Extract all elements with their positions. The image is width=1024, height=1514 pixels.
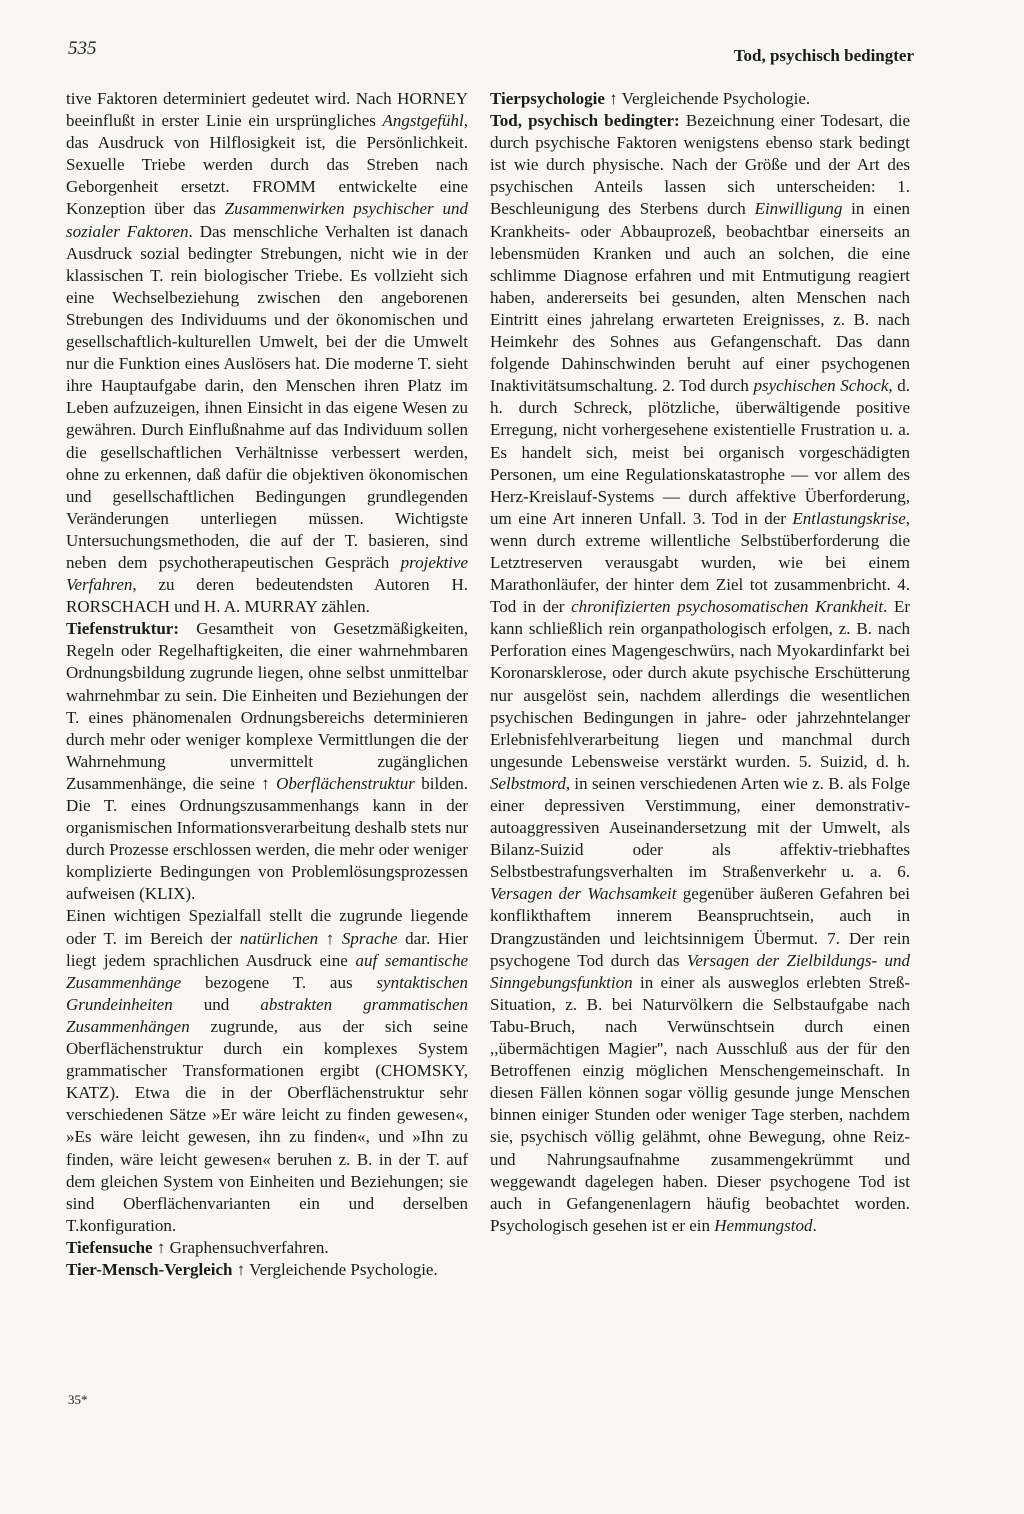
- emphasis: psychischen Schock: [753, 376, 889, 396]
- emphasis: Angstgefühl: [382, 111, 464, 131]
- entry-tiefenstruktur: [66, 618, 468, 905]
- text-run: . Er kann schließlich rein organpathologisch erfolgen, z. B. nach Perforation eines Magengeschwürs, nach Myokardinfarkt bei Koronarsklerose, oder durch akute psychische Erschütterung nur ausgelöst sein, nachdem allerdings die wesentlichen psychischen Bedingungen in jahre- oder jahrzehntelanger Erlebnisfehlverarbeitung liegen und manchmal durch ungesunde Lebensweise verstärkt wurden. 5. Suizid, d. h.: [490, 597, 910, 771]
- text-run: , zu deren bedeutendsten Autoren H. RORSCHACH und H. A. MURRAY zählen.: [66, 575, 468, 617]
- right-column: [490, 88, 910, 1237]
- headword: Tiefensuche: [66, 1237, 153, 1257]
- text-run: , in seinen verschiedenen Arten wie z. B. als Folge einer depressiven Verstimmung, einer demonstrativ-autoaggressiven Auseinandersetzung mit der Umwelt, als Bilanz-Suizid oder als affektiv-triebhaftes Selbstbestrafungsverhalten im Straßenverkehr u. a. 6.: [490, 773, 910, 882]
- text-run: ↑ Vergleichende Psychologie.: [232, 1259, 438, 1279]
- emphasis: projektive Verfahren: [66, 552, 468, 595]
- text-run: ↑ Vergleichende Psychologie.: [604, 89, 811, 108]
- emphasis: Oberflächenstruktur: [276, 773, 415, 793]
- text-run: in einer als ausweglos erlebten Streß-Situation, z. B. bei Naturvölkern die Selbstaufgabe nach Tabu-Bruch, nach Verwünschtsein durch einen ,,übermächtigen Magier'', nach Ausschluß aus der für den Betroffenen einzig möglichen Menschengemeinschaft. In diesen Fällen können sogar völlig gesunde junge Menschen binnen einiger Stunden oder weniger Tage sterben, nachdem sie, psychisch völlig gelähmt, ohne Bewegung, ohne Reiz- und Nahrungsaufnahme zusammengekrümmt und weggewandt dagelegen haben. Dieser psychogene Tod ist auch in Gefangenenlagern häufig beobachtet worden. Psychologisch gesehen ist er ein: [490, 972, 910, 1235]
- entry-tiefensuche: [66, 1237, 468, 1259]
- emphasis: Zusammenwirken psychischer und sozialer Faktoren: [66, 199, 468, 241]
- headword: Tierpsychologie: [490, 89, 605, 108]
- emphasis: Selbstmord: [490, 773, 566, 793]
- emphasis: Entlastungskrise: [792, 508, 906, 528]
- emphasis: abstrakten grammatischen Zusammenhängen: [66, 994, 469, 1036]
- text-run: in einen Krankheits- oder Abbauprozeß, beobachtbar einerseits an lebensmüden Kranken und auch an solchen, die eine schlimme Diagnose erfahren und mit Entmutigung reagiert haben, andererseits bei gesunden, alten Menschen nach Eintritt eines jahrelang erwarteten Ereignisses, z. B. nach Heimkehr des Sohnes aus Gefangenschaft. Das dann folgende Dahinschwinden beruht auf einer psychogenen Inaktivitätsumschaltung. 2. Tod durch: [490, 199, 910, 396]
- emphasis: Einwilligung: [754, 199, 843, 219]
- emphasis: Versagen der Wachsamkeit: [490, 884, 677, 904]
- page-number: 535: [68, 38, 97, 59]
- emphasis: Sprache: [341, 928, 398, 948]
- emphasis: Versagen der Zielbildungs- und Sinngebungsfunktion: [490, 950, 910, 992]
- entry-tier-mensch-vergleich: [66, 1259, 468, 1281]
- text-run: zugrunde, aus der sich seine Oberflächenstruktur durch ein komplexes System grammatischer Transformationen ergibt (CHOMSKY, KATZ). Etwa die in der Oberflächenstruktur sehr verschiedenen Sätze »Er wäre leicht zu finden gewesen«, »Es wäre leicht gewesen, ihn zu finden«, und »Ihn zu finden, wäre leicht gewesen« beruhen z. B. in der T. auf dem gleichen System von Einheiten und Beziehungen; sie sind Oberflächenvarianten ein und derselben T.konfiguration.: [66, 1016, 468, 1235]
- emphasis: natürlichen: [239, 928, 319, 948]
- emphasis: chronifizierten psychosomatischen Krankheit: [571, 597, 884, 617]
- headword: Tod, psychisch bedingter:: [490, 111, 680, 131]
- text-run: und: [172, 994, 261, 1014]
- left-column: [66, 88, 468, 1281]
- paragraph-horney-fromm: [66, 88, 468, 618]
- emphasis: syntaktischen Grundeinheiten: [66, 972, 468, 1014]
- emphasis: Hemmungstod: [714, 1215, 813, 1235]
- entry-tierpsychologie: [490, 88, 910, 110]
- signature-mark: 35*: [68, 1392, 88, 1407]
- text-run: , das Ausdruck von Hilflosigkeit ist, die Persönlichkeit. Sexuelle Triebe werden durch das Streben nach Geborgenheit ersetzt. FROMM entwickelte eine Konzeption über das: [66, 111, 468, 219]
- headword: Tiefenstruktur:: [66, 619, 180, 639]
- running-head: Tod, psychisch bedingter: [733, 46, 914, 65]
- paragraph-sprache: [66, 905, 468, 1236]
- text-run: . Das menschliche Verhalten ist danach Ausdruck sozial bedingter Strebungen, nicht wie in der klassischen T. rein biologischer Triebe. Es vollzieht sich eine Wechselbeziehung zwischen den angeborenen Strebungen des Individuums und der ökonomischen und gesellschaftlich-kulturellen Umwelt, bei der die Umwelt nur die Funktion eines Auslösers hat. Die moderne T. sieht ihre Hauptaufgabe darin, den Menschen ihren Platz im Leben aufzuzeigen, ihnen Einsicht in das eigene Wesen zu gewähren. Durch Einflußnahme auf das Individuum sollen die gesellschaftlichen Verhältnisse verbessert werden, ohne zu erkennen, daß dafür die objektiven ökonomischen und gesellschaftlichen Bedingungen grundlegenden Veränderungen unterliegen müssen. Wichtigste Untersuchungsmethoden, die auf der T. basieren, sind neben dem psychotherapeutischen Gespräch: [66, 221, 468, 572]
- text-run: gegenüber äußeren Gefahren bei konflikthaftem innerem Beanspruchtsein, auch in Drangzuständen und leichtsinnigem Übermut. 7. Der rein psychogene Tod durch das: [490, 884, 910, 970]
- text-run: bilden. Die T. eines Ordnungszusammenhangs kann in der organismischen Informationsverarbeitung deshalb stets nur durch Prozesse erschlossen werden, die mehr oder weniger komplizierte Bedingungen von Problemlösungsprozessen aufweisen (KLIX).: [66, 773, 469, 904]
- text-run: Einen wichtigen Spezialfall stellt die zugrunde liegende oder T. im Bereich der: [66, 906, 468, 948]
- text-run: dar. Hier liegt jedem sprachlichen Ausdruck eine: [66, 928, 468, 970]
- text-run: .: [812, 1215, 817, 1235]
- text-run: tive Faktoren determiniert gedeutet wird. Nach HORNEY beeinflußt in erster Linie ein ursprüngliches: [66, 89, 468, 131]
- entry-tod-psychisch-bedingter: [490, 110, 910, 1237]
- text-run: ↑ Graphensuchverfahren.: [152, 1237, 329, 1257]
- text-run: ↑: [318, 928, 342, 948]
- text-run: bezogene T. aus: [181, 972, 377, 992]
- text-run: , d. h. durch Schreck, plötzliche, überwältigende positive Erregung, nicht vorhergesehene existentielle Frustration u. a. Es handelt sich, meist bei organisch vorgeschädigten Personen, um eine Regulationskatastrophe — vor allem des Herz-Kreislauf-Systems — durch affektive Überforderung, um eine Art inneren Unfall. 3. Tod in der: [490, 376, 910, 528]
- text-run: , wenn durch extreme willentliche Selbstüberforderung die Letztreserven verausgabt wurden, wie bei einem Marathonläufer, der hinter dem Ziel tot zusammenbricht. 4. Tod in der: [490, 508, 910, 617]
- headword: Tier-Mensch-Vergleich: [66, 1259, 233, 1279]
- text-run: Gesamtheit von Gesetzmäßigkeiten, Regeln oder Regelhaftigkeiten, die einer wahrnehmbaren Ordnungsbildung zugrunde liegen, ohne selbst unmittelbar wahrnehmbar zu sein. Die Einheiten und Beziehungen der T. eines phänomenalen Ordnungsbereichs determinieren durch mehr oder weniger komplexe Vermittlungen die der Wahrnehmung unvermittelt zugänglichen Zusammenhänge, die seine ↑: [66, 619, 468, 793]
- emphasis: auf semantische Zusammenhänge: [66, 950, 468, 992]
- text-run: Bezeichnung einer Todesart, die durch psychische Faktoren wenigstens ebenso stark bedingt ist wie durch physische. Nach der Größe und der Art des psychischen Anteils lassen sich unterscheiden: 1. Beschleunigung des Sterbens durch: [490, 111, 910, 219]
